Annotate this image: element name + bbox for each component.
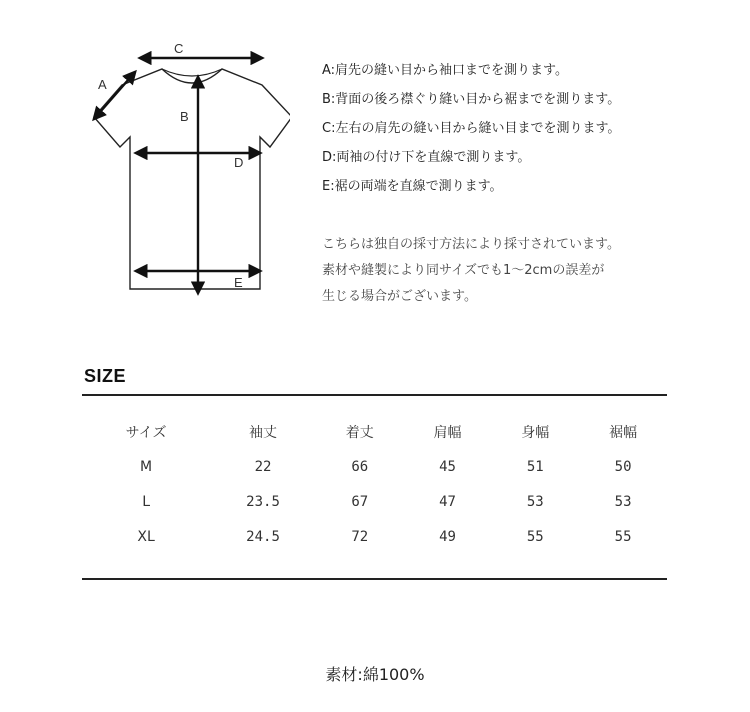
label-d: D — [234, 155, 244, 170]
cell-value: 53 — [614, 493, 632, 510]
cell-value: 22 — [254, 458, 272, 475]
table-row — [82, 484, 667, 519]
tshirt-measurement-diagram — [80, 35, 290, 305]
label-b: B — [180, 109, 189, 124]
cell-value: 50 — [614, 458, 632, 475]
note-line: こちらは独自の採寸方法により採寸されています。 — [322, 237, 620, 252]
cell-value: 23.5 — [246, 493, 280, 510]
table-row — [82, 449, 667, 484]
tshirt-outline — [94, 69, 290, 289]
header-size: サイズ — [125, 424, 167, 441]
size-heading: SIZE — [84, 366, 127, 386]
cell-value: 24.5 — [246, 528, 280, 545]
label-c: C — [174, 41, 184, 56]
measurement-legend — [322, 56, 620, 201]
material-info: 素材:綿100% — [325, 665, 425, 684]
cell-value: 51 — [526, 458, 544, 475]
cell-value: 55 — [614, 528, 632, 545]
divider-bottom — [82, 578, 667, 580]
legend-item-e: E:裾の両端を直線で測ります。 — [322, 179, 503, 194]
header-shoulder: 肩幅 — [433, 424, 462, 441]
table-header-row — [82, 414, 667, 449]
label-e: E — [234, 275, 243, 290]
table-row — [82, 519, 667, 554]
cell-value: 66 — [351, 458, 369, 475]
cell-size: L — [142, 493, 150, 510]
header-chest: 身幅 — [521, 424, 550, 441]
header-length: 着丈 — [345, 424, 374, 441]
label-a: A — [98, 77, 107, 92]
header-sleeve: 袖丈 — [249, 424, 278, 441]
divider-top — [82, 394, 667, 396]
cell-value: 45 — [439, 458, 456, 475]
cell-value: 49 — [439, 528, 456, 545]
legend-item-d: D:両袖の付け下を直線で測ります。 — [322, 150, 531, 165]
size-table — [82, 414, 667, 554]
cell-value: 47 — [439, 493, 456, 510]
cell-value: 53 — [526, 493, 544, 510]
header-hem: 裾幅 — [609, 424, 638, 441]
note-line: 生じる場合がございます。 — [322, 289, 477, 304]
cell-size: M — [140, 458, 153, 475]
legend-item-c: C:左右の肩先の縫い目から縫い目までを測ります。 — [322, 121, 621, 136]
legend-item-b: B:背面の後ろ襟ぐり縫い目から裾までを測ります。 — [322, 92, 621, 107]
cell-size: XL — [137, 528, 155, 545]
cell-value: 72 — [351, 528, 369, 545]
cell-value: 55 — [526, 528, 544, 545]
measurement-note — [322, 232, 620, 310]
legend-item-a: A:肩先の縫い目から袖口までを測ります。 — [322, 63, 569, 78]
note-line: 素材や縫製により同サイズでも1〜2cmの誤差が — [322, 263, 605, 278]
cell-value: 67 — [351, 493, 369, 510]
